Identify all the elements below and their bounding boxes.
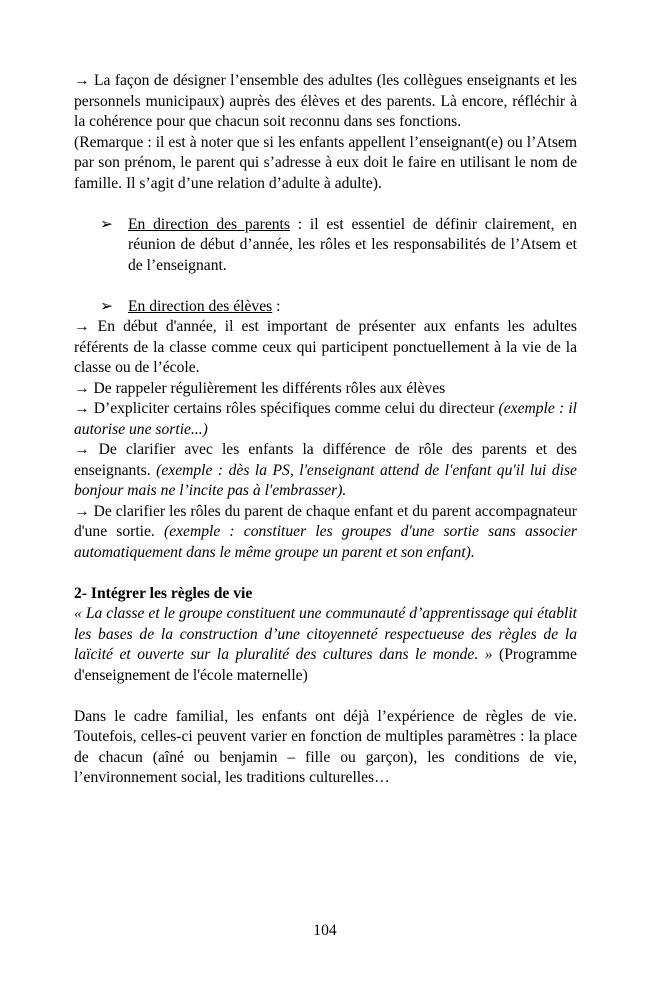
paragraph-family-rules: Dans le cadre familial, les enfants ont déjà l’expérience de règles de vie. Toutefois, celles-ci peuvent varier en fonction de multiples paramètres : la place de chacun (aîné ou benjamin – fille ou garçon), les conditions de vie, l’environnement social, les traditions culturelles…: [74, 707, 577, 786]
spacer: [74, 194, 577, 215]
section-heading: 2- Intégrer les règles de vie: [74, 584, 253, 602]
quote-text: « La classe et le groupe constituent une communauté d’apprentissage qui établit les bases de la construction d’une citoyenneté respectueuse des règles de la laïcité et ouverte sur la pluralité des cultures dans le monde. »: [74, 605, 577, 663]
eleves-item-4-example: (exemple : dès la PS, l'enseignant attend de l'enfant qu'il lui dise bonjour mais ne l’incite pas à l'embrasser).: [74, 461, 577, 499]
bullet-parents-label: En direction des parents: [128, 215, 290, 233]
bullet-eleves-text: :: [272, 297, 281, 315]
eleves-item-5-text: → De clarifier les rôles du parent de chaque enfant et du parent accompagnateur d'une sortie.: [74, 502, 577, 540]
arrow-bullet-icon: ➢: [100, 297, 114, 315]
eleves-item-3-text: → D’expliciter certains rôles spécifiques comme celui du directeur: [74, 400, 499, 417]
bullet-eleves-label: En direction des élèves: [128, 297, 273, 315]
bullet-parents-text: : il est essentiel de définir clairement, en réunion de début d’année, les rôles et les responsabilités de l’Atsem et de l’enseignant.: [128, 215, 578, 274]
eleves-item-1: → En début d'année, il est important de présenter aux enfants les adultes référents de la classe comme ceux qui participent ponctuellement à la vie de la classe ou de l’école.: [74, 318, 577, 376]
eleves-item-5: [74, 502, 577, 564]
eleves-item-4-text: → De clarifier avec les enfants la différence de rôle des parents et des enseignants.: [74, 441, 577, 479]
eleves-item-5-example: (exemple : constituer les groupes d'une sortie sans associer automatiquement dans le même groupe un parent et son enfant).: [74, 523, 577, 561]
spacer: [74, 563, 577, 584]
bullet-parents: [74, 215, 577, 277]
bullet-eleves: [74, 297, 577, 318]
paragraph-adults-designation: → La façon de désigner l’ensemble des adultes (les collègues enseignants et les personnels municipaux) auprès des élèves et des parents. Là encore, réfléchir à la cohérence pour que chacun soit reconnu dans ses fonctions.: [74, 72, 577, 130]
page-number: 104: [313, 922, 337, 939]
eleves-item-2: → De rappeler régulièrement les différents rôles aux élèves: [74, 379, 446, 397]
spacer: [74, 276, 577, 297]
eleves-item-4: [74, 440, 577, 502]
eleves-item-3-example: (exemple : il autorise une sortie...): [74, 400, 577, 438]
quote-source: (Programme d'enseignement de l'école maternelle): [74, 646, 577, 684]
paragraph-remark: (Remarque : il est à noter que si les enfants appellent l’enseignant(e) ou l’Atsem par son prénom, le parent qui s’adresse à eux doit le faire en utilisant le nom de famille. Il s’agit d’une relation d’adulte à adulte).: [74, 133, 577, 192]
program-quote: [74, 604, 577, 686]
page-body: [74, 71, 577, 789]
spacer: [74, 686, 577, 707]
eleves-item-3: [74, 399, 577, 440]
arrow-bullet-icon: ➢: [100, 215, 114, 233]
